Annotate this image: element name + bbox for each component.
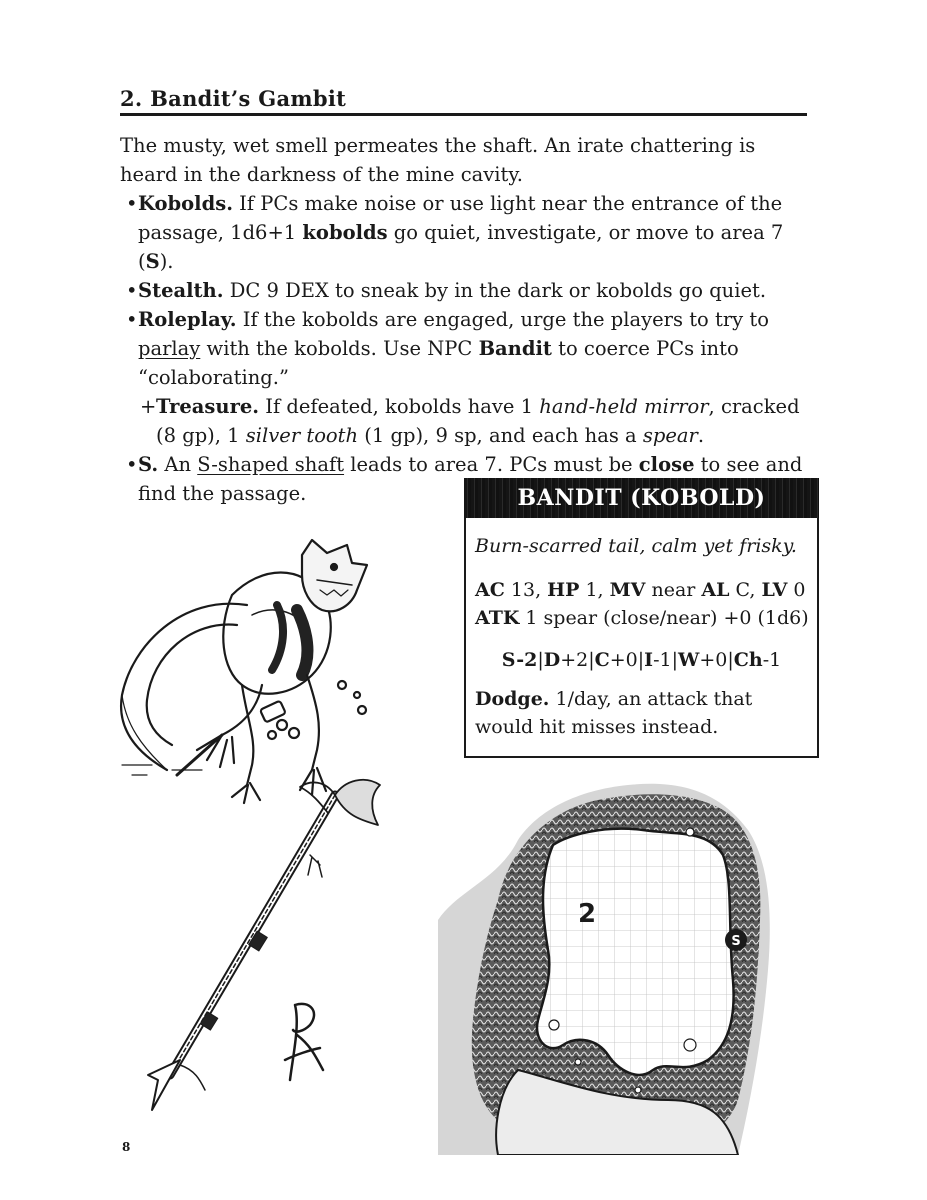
stat-label: AC xyxy=(475,579,505,601)
bullet-roleplay xyxy=(126,305,816,392)
ability-value: +2 xyxy=(560,649,589,671)
stat-label: HP xyxy=(547,579,580,601)
bullet-text: ). xyxy=(159,250,174,273)
stat-value: near xyxy=(645,579,702,601)
ability-label: S xyxy=(501,649,517,671)
ability-value: +0 xyxy=(699,649,728,671)
stat-value: 1/day, an attack that would hit misses instead. xyxy=(475,688,753,738)
bullet-text: An xyxy=(158,453,198,476)
intro-paragraph: The musty, wet smell permeates the shaft. An irate chattering is heard in the darkness of the mine cavity. xyxy=(120,134,756,186)
bold-term: close xyxy=(638,453,695,476)
statblock-attack-line xyxy=(475,604,809,632)
spear-illustration xyxy=(140,775,390,1125)
bullet-text: to see and find the passage. xyxy=(138,453,803,505)
bullet-text: (1 gp), 9 sp, and each has a xyxy=(358,424,643,447)
ability-label: C xyxy=(594,649,610,671)
bullet-label: Treasure. xyxy=(156,395,260,418)
section-heading: 2. Bandit’s Gambit xyxy=(120,86,807,116)
bold-term: Bandit xyxy=(478,337,552,360)
bullet-dot: • xyxy=(126,308,138,331)
statblock xyxy=(464,518,819,758)
parlay-link[interactable]: parlay xyxy=(138,337,201,360)
bullet-text: leads to area 7. PCs must be xyxy=(344,453,639,476)
ability-label: W xyxy=(677,649,700,671)
ability-value: +0 xyxy=(609,649,638,671)
bullet-dot: • xyxy=(126,279,138,302)
stat-value: 1 spear (close/near) +0 (1d6) xyxy=(519,607,809,629)
bullet-text: If defeated, kobolds have 1 xyxy=(259,395,540,418)
bullet-treasure xyxy=(126,392,816,450)
stat-value: C, xyxy=(729,579,762,601)
bullet-kobolds xyxy=(126,189,816,276)
bold-term: kobolds xyxy=(302,221,388,244)
bold-term: S xyxy=(145,250,160,273)
bullet-text: DC 9 DEX to sneak by in the dark or kobolds go quiet. xyxy=(223,279,767,302)
bullet-text: go quiet, investigate, or move to area 7 ( xyxy=(138,221,784,273)
plus-marker: + xyxy=(140,395,157,418)
bullet-list xyxy=(126,189,816,508)
bullet-dot: • xyxy=(126,192,138,215)
map-area-label: 2 xyxy=(578,899,597,929)
statblock-description: Burn-scarred tail, calm yet frisky. xyxy=(475,535,797,557)
statblock-title: BANDIT (KOBOLD) xyxy=(464,478,819,518)
page-number: 8 xyxy=(122,1140,131,1154)
stat-label: Dodge. xyxy=(475,688,550,710)
stat-label: MV xyxy=(609,579,646,601)
bullet-text: , cracked (8 gp), 1 xyxy=(156,395,800,447)
statblock-abilities xyxy=(466,646,817,674)
statblock-defense-line xyxy=(475,576,806,604)
stat-value: 1, xyxy=(579,579,610,601)
stat-value: 0 xyxy=(787,579,806,601)
statblock-dodge xyxy=(475,685,805,741)
bullet-text: . xyxy=(697,424,705,447)
cave-map xyxy=(438,770,783,1155)
bullet-text: with the kobolds. Use NPC xyxy=(200,337,479,360)
bullet-label: Stealth. xyxy=(138,279,224,302)
ability-label: D xyxy=(543,649,561,671)
kobold-illustration xyxy=(112,535,377,805)
italic-item: silver tooth xyxy=(245,424,359,447)
italic-item: spear xyxy=(642,424,698,447)
ability-value: -1 xyxy=(653,649,672,671)
stat-label: ATK xyxy=(475,607,520,629)
s-shaped-shaft-link[interactable]: S-shaped shaft xyxy=(197,453,345,476)
ability-label: Ch xyxy=(733,649,763,671)
ability-value: -2 xyxy=(516,649,538,671)
artist-signature xyxy=(275,1000,335,1085)
italic-item: hand-held mirror xyxy=(539,395,709,418)
ability-sep: | xyxy=(727,649,734,671)
bullet-dot: • xyxy=(126,453,138,476)
bullet-label: S. xyxy=(138,453,159,476)
secret-door-label: S xyxy=(731,934,741,949)
stat-value: 13, xyxy=(504,579,548,601)
ability-sep: | xyxy=(671,649,678,671)
bullet-text: to coerce PCs into “colaborating.” xyxy=(138,337,739,389)
ability-label: I xyxy=(644,649,654,671)
bullet-text: If the kobolds are engaged, urge the players to try to xyxy=(236,308,769,331)
bullet-stealth xyxy=(126,276,816,305)
stat-label: LV xyxy=(761,579,788,601)
ability-sep: | xyxy=(588,649,595,671)
stat-label: AL xyxy=(701,579,730,601)
ability-value: -1 xyxy=(762,649,782,671)
bullet-label: Roleplay. xyxy=(138,308,237,331)
ability-sep: | xyxy=(537,649,544,671)
bullet-label: Kobolds. xyxy=(138,192,233,215)
ability-sep: | xyxy=(637,649,645,671)
bullet-text: If PCs make noise or use light near the entrance of the passage, 1d6+1 xyxy=(138,192,783,244)
